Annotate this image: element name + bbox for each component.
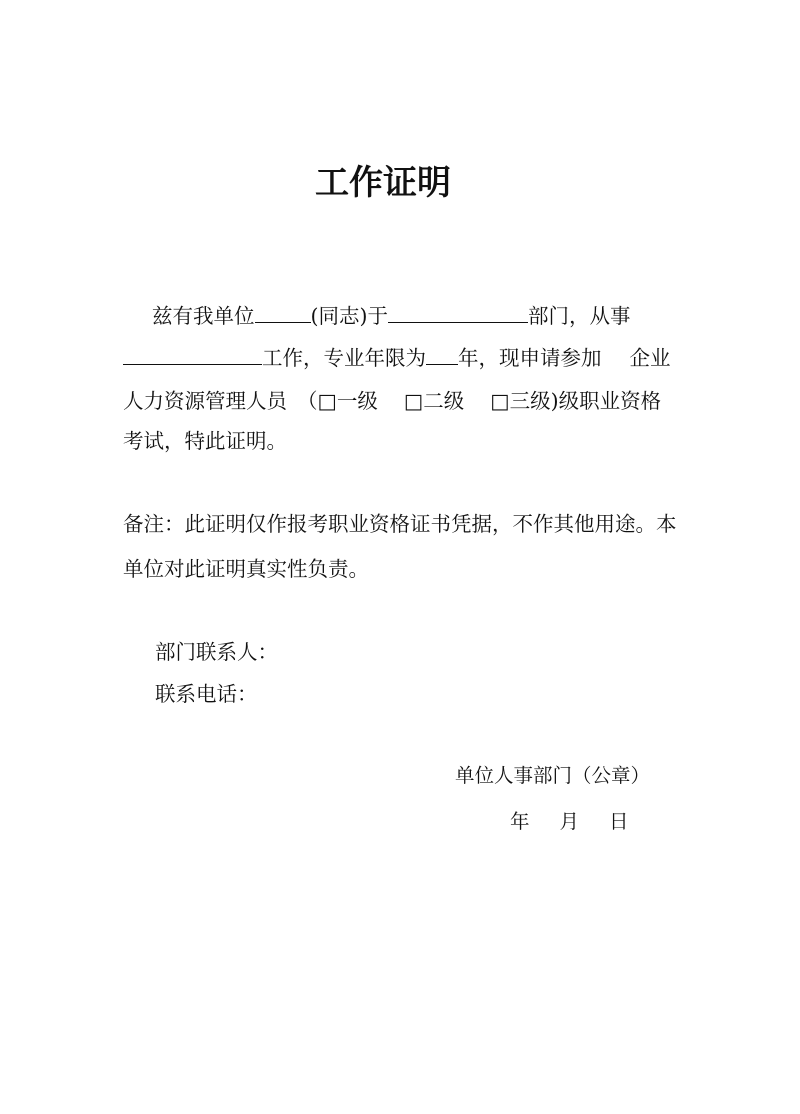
seal-label: 单位人事部门（公章） <box>455 764 651 787</box>
blank-department <box>388 304 528 323</box>
contact-person-label: 部门联系人： <box>155 640 278 664</box>
option-level-1: □一级 <box>317 389 378 413</box>
text-segment: 年，现申请参加 <box>458 346 602 370</box>
text-segment: 人力资源管理人员 <box>123 389 287 413</box>
option-level-3: □三级 <box>490 389 551 413</box>
contact-phone-label: 联系电话： <box>155 682 258 706</box>
paragraph-line-1 <box>152 304 631 328</box>
blank-years <box>426 346 458 365</box>
date-month: 月 <box>559 810 580 833</box>
blank-employee-name <box>255 304 311 323</box>
paragraph-line-3 <box>123 389 661 413</box>
note-line-1: 备注：此证明仅作报考职业资格证书凭据，不作其他用途。本 <box>123 512 677 536</box>
paragraph-line-4: 考试，特此证明。 <box>123 429 287 453</box>
note-line-2: 单位对此证明真实性负责。 <box>123 557 369 581</box>
text-segment: (同志)于 <box>310 304 388 328</box>
date-year: 年 <box>510 810 530 833</box>
text-segment: 部门，从事 <box>528 304 631 328</box>
text-segment: )级职业资格 <box>550 389 662 413</box>
date-line <box>510 810 629 834</box>
text-segment: 企业 <box>629 346 671 370</box>
option-level-2: □二级 <box>403 389 465 413</box>
date-day: 日 <box>609 810 629 833</box>
text-segment: 工作，专业年限为 <box>262 346 426 370</box>
document-title: 工作证明 <box>315 163 451 203</box>
open-paren: （ <box>297 389 318 413</box>
blank-job-type <box>123 346 262 365</box>
text-segment: 兹有我单位 <box>152 304 255 328</box>
paragraph-line-2 <box>123 346 671 370</box>
